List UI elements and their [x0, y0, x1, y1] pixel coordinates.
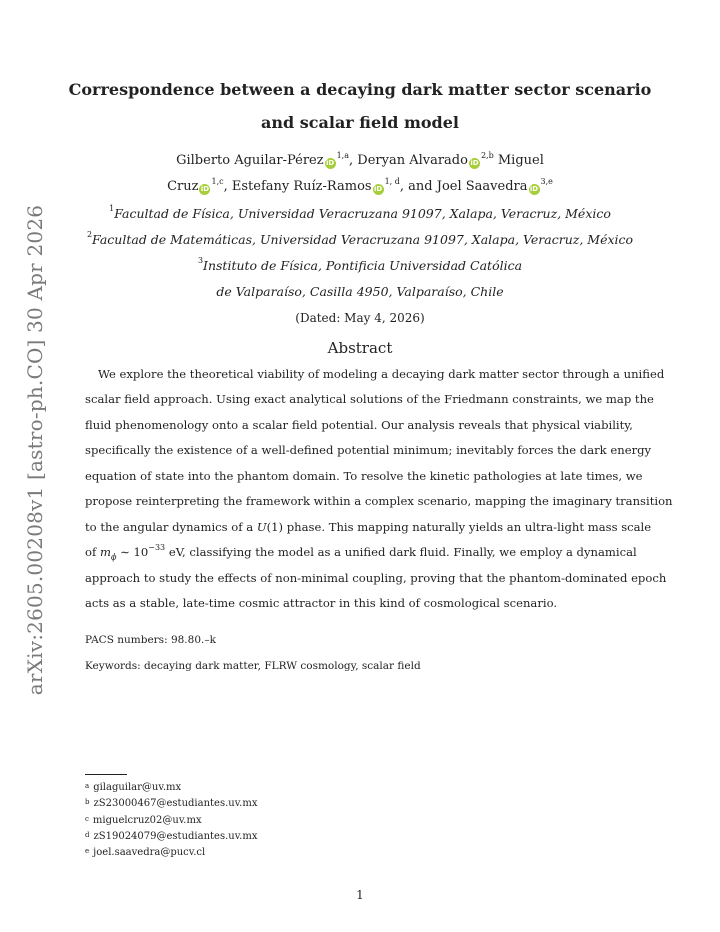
- abstract-line: scalar field approach. Using exact analytical solutions of the Friedmann constraints, we map the: [85, 392, 654, 406]
- author-name: Estefany Ruíz-Ramos: [231, 179, 372, 194]
- abstract-line: to the angular dynamics of a U(1) phase. This mapping naturally yields an ultra-light mass scale: [85, 520, 652, 534]
- abstract-heading: Abstract: [327, 339, 393, 357]
- paper-title-line1: Correspondence between a decaying dark matter sector scenario: [68, 80, 652, 99]
- author-conjunction: and: [408, 179, 433, 194]
- affiliation-3: $^3$Instituto de Física, Pontificia Universidad Católica: [197, 256, 523, 273]
- footnote-email: $^b$ zS23000467@estudiantes.uv.mx: [85, 798, 258, 809]
- abstract-line: propose reinterpreting the framework within a complex scenario, mapping the imaginary transition: [85, 494, 673, 508]
- footnote-email: $^c$ miguelcruz02@uv.mx: [85, 815, 202, 826]
- abstract-line: fluid phenomenology onto a scalar field potential. Our analysis reveals that physical viability,: [85, 418, 633, 432]
- affiliation-1: $^1$Facultad de Física, Universidad Veracruzana 91097, Xalapa, Veracruz, México: [109, 204, 611, 221]
- orcid-icon[interactable]: iD: [373, 185, 383, 193]
- author-affil-mark: 1,a: [336, 151, 349, 160]
- author-affil-mark: 1, d: [384, 177, 400, 186]
- author-line-1: Gilberto Aguilar-Pérez iD$^{1,a}$, Deryan Alvarado iD$^{2,b}$ Miguel: [176, 151, 544, 168]
- orcid-icon[interactable]: iD: [529, 185, 539, 193]
- orcid-icon[interactable]: iD: [470, 159, 479, 167]
- orcid-icon[interactable]: iD: [325, 159, 335, 167]
- author-name: Deryan Alvarado: [357, 153, 468, 168]
- affiliation-3-cont: de Valparaíso, Casilla 4950, Valparaíso, Chile: [216, 284, 504, 299]
- author-affil-mark: 2,b: [480, 151, 494, 160]
- dated-line: (Dated: May 4, 2026): [295, 311, 425, 325]
- abstract-line: We explore the theoretical viability of modeling a decaying dark matter sector through a unified: [98, 367, 665, 381]
- footnote-email: $^e$ joel.saavedra@pucv.cl: [85, 847, 206, 858]
- paper-title-line2: and scalar field model: [260, 113, 459, 132]
- author-name: Cruz: [167, 179, 199, 194]
- footnote-email: $^a$ gilaguilar@uv.mx: [85, 782, 182, 793]
- orcid-icon[interactable]: iD: [200, 185, 210, 193]
- abstract-line: approach to study the effects of non-minimal coupling, proving that the phantom-dominated epoch: [85, 571, 667, 585]
- footnote-rule: [85, 774, 127, 775]
- affiliation-2: $^2$Facultad de Matemáticas, Universidad Veracruzana 91097, Xalapa, Veracruz, México: [86, 230, 634, 247]
- pacs-numbers: PACS numbers: 98.80.–k: [85, 634, 216, 646]
- author-line-2: Cruz iD$^{1,c}$, Estefany Ruíz-Ramos iD$^{1, d}$, and Joel Saavedra iD$^{3,e}$: [167, 177, 553, 194]
- abstract-line: of $m_\phi$ ∼ $10^{-33}$ eV, classifying the model as a unified dark fluid. Finally, we employ a dynamical: [85, 543, 637, 562]
- arxiv-identifier: arXiv:2605.00208v1 [astro-ph.CO] 30 Apr 2026: [23, 204, 47, 696]
- abstract-line: specifically the existence of a well-defined potential minimum; inevitably forces the dark energy: [85, 443, 652, 457]
- abstract-line: acts as a stable, late-time cosmic attractor in this kind of cosmological scenario.: [85, 596, 558, 610]
- abstract-line: equation of state into the phantom domain. To resolve the kinetic pathologies at late times, we: [85, 469, 643, 483]
- author-name: Miguel: [497, 153, 544, 168]
- page-number: 1: [356, 888, 364, 902]
- author-affil-mark: 1,c: [211, 177, 224, 186]
- keywords: Keywords: decaying dark matter, FLRW cosmology, scalar field: [85, 660, 421, 672]
- author-name: Joel Saavedra: [436, 179, 528, 194]
- footnote-email: $^d$ zS19024079@estudiantes.uv.mx: [85, 831, 258, 842]
- author-affil-mark: 3,e: [540, 177, 553, 186]
- author-name: Gilberto Aguilar-Pérez: [176, 153, 324, 168]
